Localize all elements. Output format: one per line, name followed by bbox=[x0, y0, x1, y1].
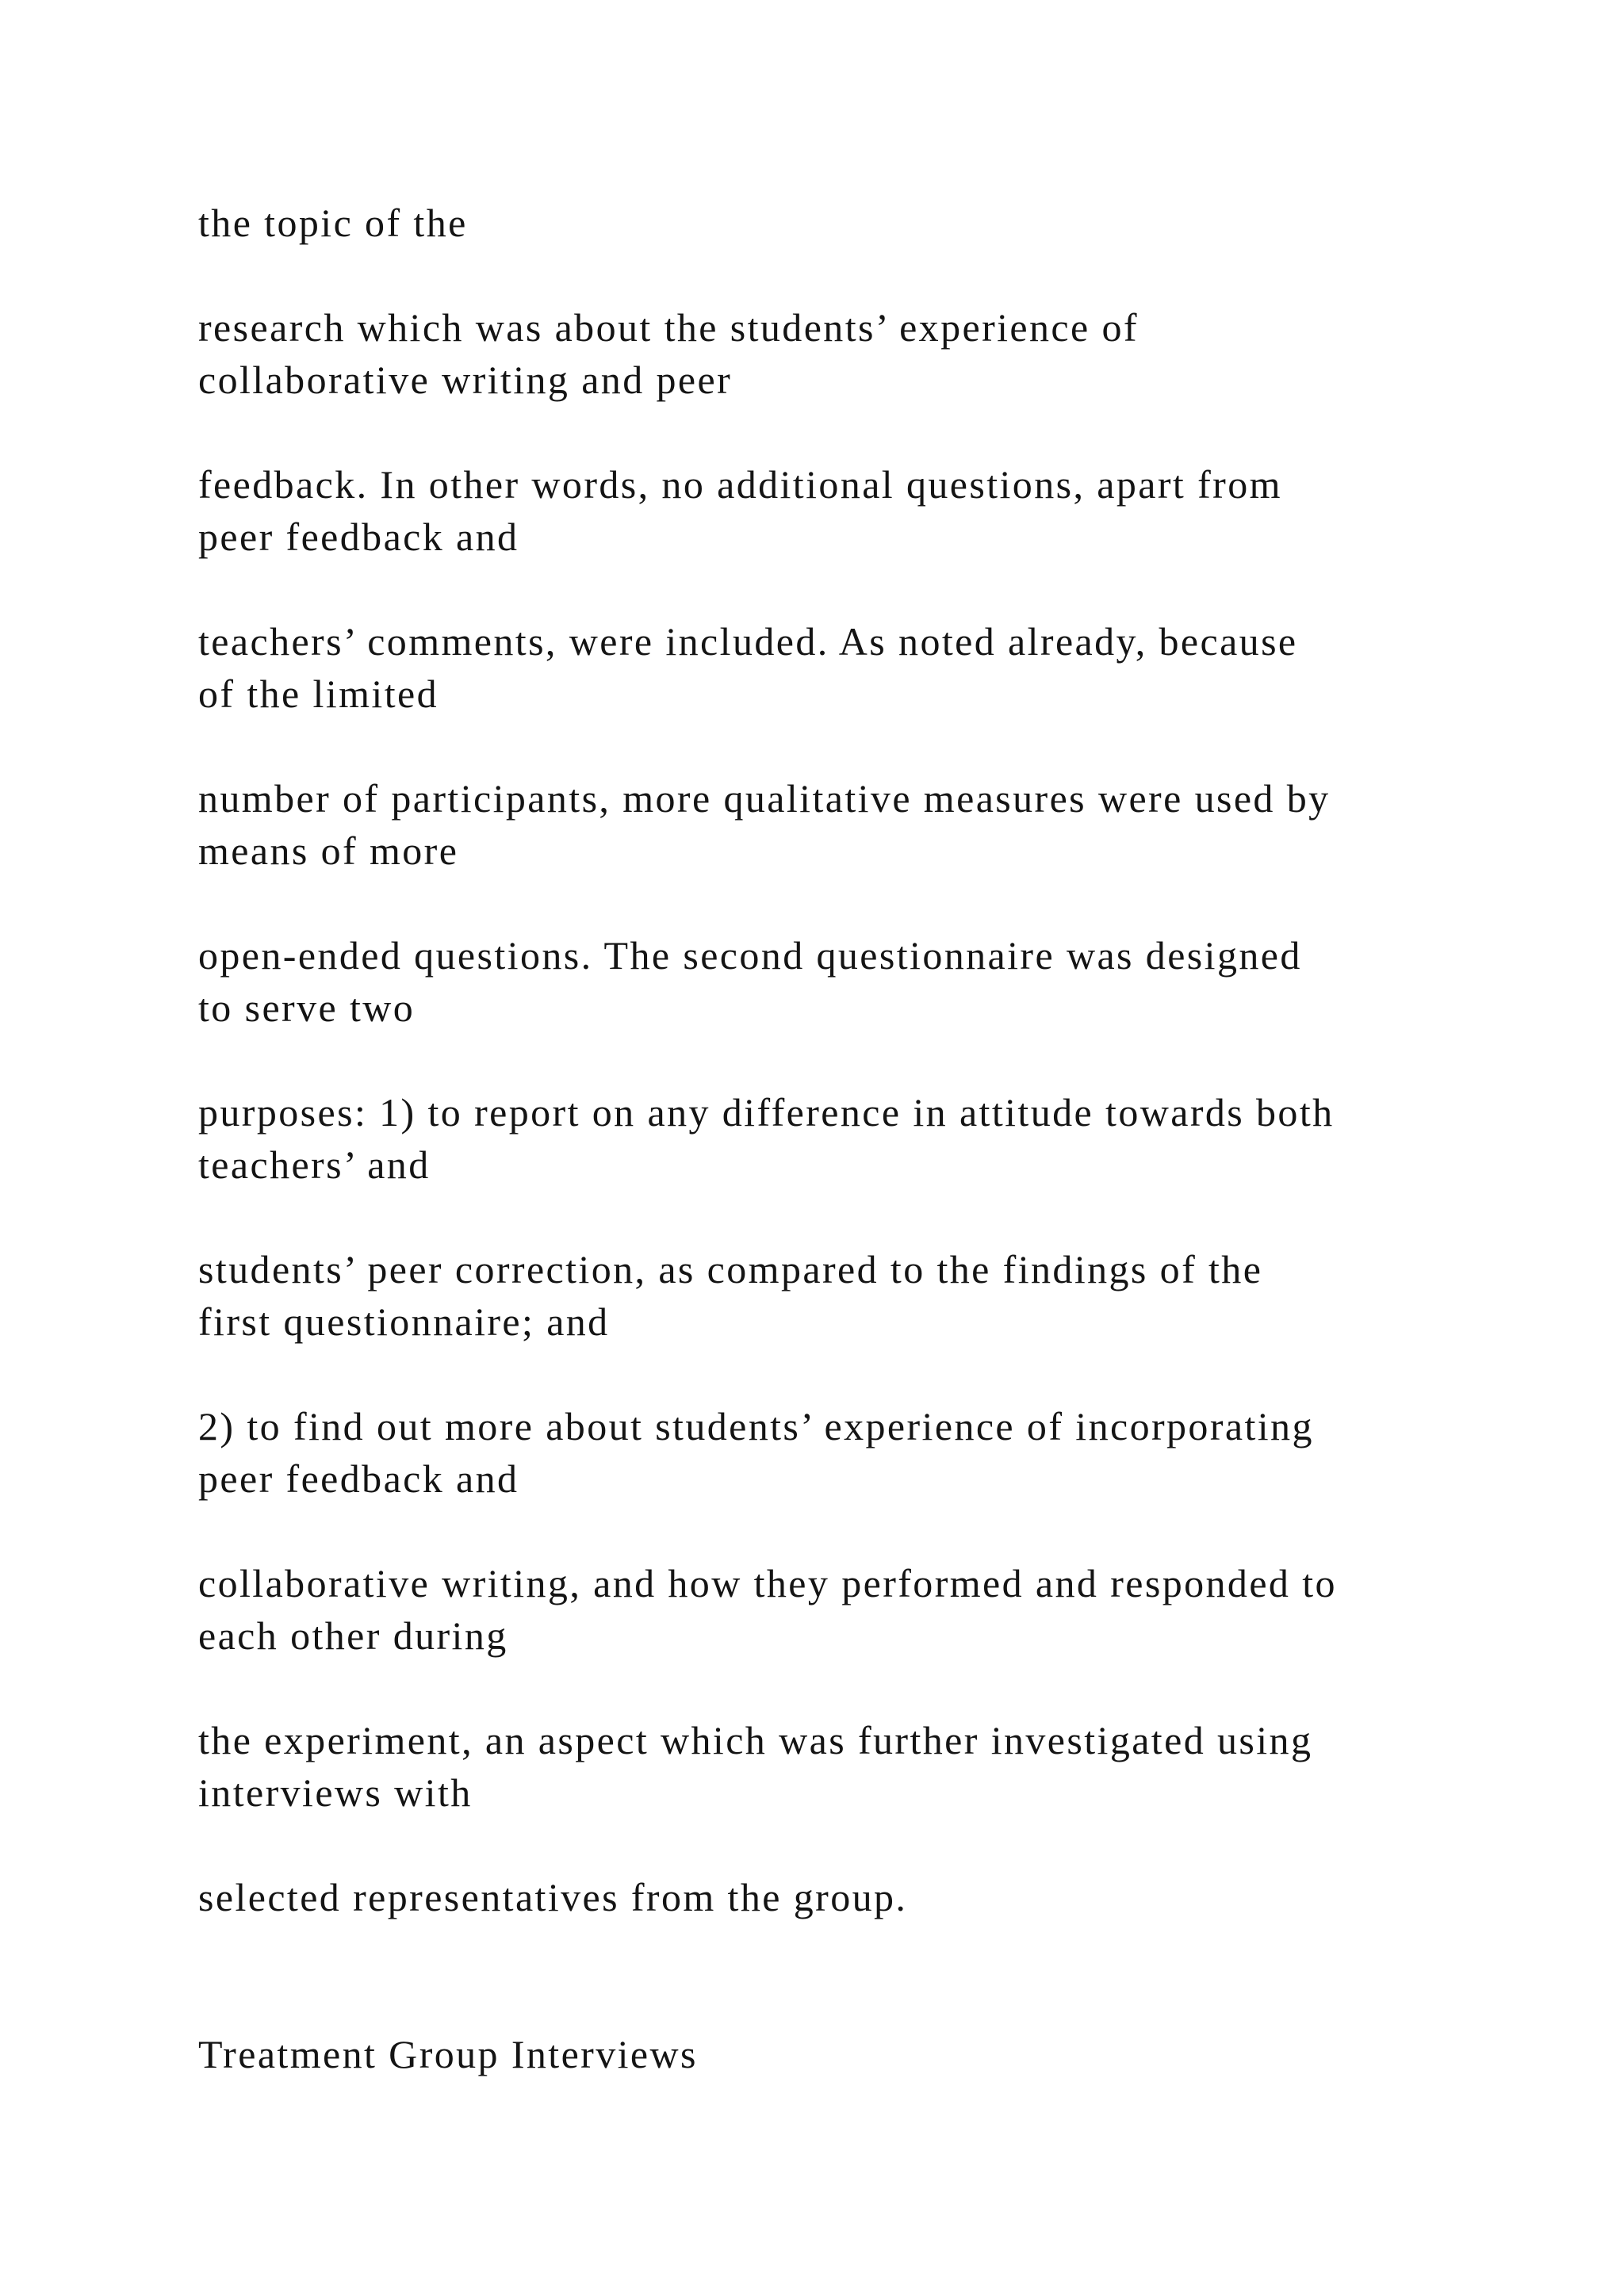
text-line: purposes: 1) to report on any difference in attitude towards both bbox=[198, 1090, 1335, 1135]
text-line: of the limited bbox=[198, 672, 439, 716]
text-line: peer feedback and bbox=[198, 1456, 519, 1501]
text-line: collaborative writing and peer bbox=[198, 358, 733, 402]
text-line: number of participants, more qualitative measures were used by bbox=[198, 776, 1331, 821]
text-line: to serve two bbox=[198, 985, 416, 1030]
text-line: each other during bbox=[198, 1613, 508, 1658]
text-line: interviews with bbox=[198, 1770, 473, 1815]
text-line: the experiment, an aspect which was further investigated using bbox=[198, 1718, 1313, 1762]
text-line: collaborative writing, and how they performed and responded to bbox=[198, 1561, 1337, 1605]
text-line: students’ peer correction, as compared to the findings of the bbox=[198, 1247, 1263, 1292]
text-line: teachers’ and bbox=[198, 1142, 431, 1187]
text-line: teachers’ comments, were included. As noted already, because bbox=[198, 619, 1298, 664]
text-line: feedback. In other words, no additional questions, apart from bbox=[198, 462, 1282, 507]
text-line: open-ended questions. The second questionnaire was designed bbox=[198, 933, 1302, 978]
text-line: first questionnaire; and bbox=[198, 1299, 610, 1344]
text-line: peer feedback and bbox=[198, 515, 519, 559]
text-line: means of more bbox=[198, 828, 459, 873]
text-line: research which was about the students’ experience of bbox=[198, 305, 1139, 350]
text-line: selected representatives from the group. bbox=[198, 1875, 908, 1919]
text-line: 2) to find out more about students’ experience of incorporating bbox=[198, 1404, 1314, 1448]
text-line: the topic of the bbox=[198, 201, 468, 245]
section-heading: Treatment Group Interviews bbox=[198, 2032, 698, 2076]
